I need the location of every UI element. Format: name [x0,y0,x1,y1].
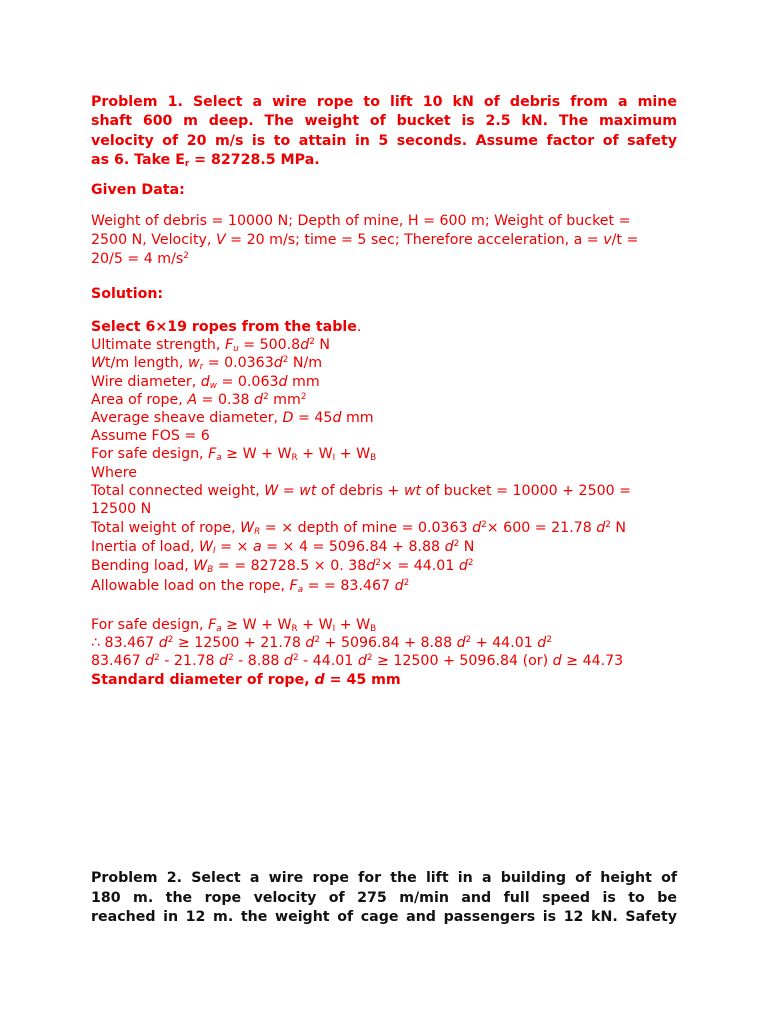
safe-design-line: For safe design, $F_a \ge W + W_R + W_I + W_B$ [91,446,377,464]
solution-heading: Solution: [91,286,164,302]
problem2-line: reached in 12 m. the weight of cage and passengers is 12 kN. Safety [91,909,677,926]
problem1-line: velocity of 20 m/s is to attain in 5 seconds. Assume factor of safety [91,132,677,149]
total-connected-weight-result: 12500 N [91,500,152,517]
fos-line: Assume FOS = 6 [91,428,210,445]
ultimate-strength-line: Ultimate strength, $F_u = 500.8d^2$ N [91,337,330,355]
sheave-line: Average sheave diameter, D = 45d mm [91,409,374,426]
problem1-statement [91,93,677,171]
given-line: Weight of debris = 10000 N; Depth of mine, H = 600 m; Weight of bucket = [91,213,631,229]
rope-weight-line: Total weight of rope, $W_R$ = × depth of mine = 0.0363 $d^2\times 600 = 21.78$ $d^2$ N [91,520,627,538]
problem1-line: shaft 600 m deep. The weight of bucket is 2.5 kN. The maximum [91,113,677,130]
problem1-line-last: as 6. Take $E_r = 82728.5$ MPa. [91,152,320,170]
safe-design-line-2: For safe design, $F_a \ge W + W_R + W_I + W_B$ [91,617,377,635]
inequality-line-1: ∴ 83.467 $d^2 \ge 12500 + 21.78$ $d^2 + 5096.84 + 8.88$ $d^2 + 44.01$ $d^2$ [91,635,552,652]
solution-body [91,318,677,689]
blank-line [91,595,677,613]
select-rope-line: Select 6×19 ropes from the table. [91,319,362,335]
given-data-heading: Given Data: [91,182,185,198]
weight-per-length-line: Wt/m length, $w_r = 0.0363d^2$ N/m [91,355,323,373]
standard-diameter-line: Standard diameter of rope, d = 45 mm [91,671,401,688]
problem2-line: 180 m. the rope velocity of 275 m/min and full speed is to be [91,889,677,906]
given-data-text [91,212,677,269]
problem2-statement [91,869,677,928]
inequality-line-2: 83.467 $d^2 - 21.78$ $d^2 - 8.88$ $d^2 - 44.01$ $d^2 \ge 12500 + 5096.84$ (or) d ≥ 44.73 [91,653,624,670]
inertia-line: Inertia of load, $W_I$ = × a = × 4 = 5096.84 + 8.88 $d^2$ N [91,539,475,557]
problem1-line: Problem 1. Select a wire rope to lift 10 kN of debris from a mine [91,94,677,110]
given-line: 20/5 = 4 $m/s^2$ [91,251,189,267]
allowable-load-line: Allowable load on the rope, $F_a$ = = 83.467 $d^2$ [91,577,410,595]
total-connected-weight-line: Total connected weight, W = wt of debris + wt of bucket = 10000 + 2500 = [91,482,632,499]
problem2-line: Problem 2. Select a wire rope for the lift in a building of height of [91,870,677,886]
area-line: Area of rope, A = 0.38 $d^2$ $mm^2$ [91,391,307,408]
bending-load-line: Bending load, $W_B$ = = 82728.5 × 0. $38d^2\times = 44.01$ $d^2$ [91,558,474,576]
wire-diameter-line: Wire diameter, $d_w = 0.063d$ mm [91,373,320,391]
given-line: 2500 N, Velocity, V = 20 m/s; time = 5 sec; Therefore acceleration, a = v/t = [91,232,639,248]
where-line: Where [91,464,137,481]
